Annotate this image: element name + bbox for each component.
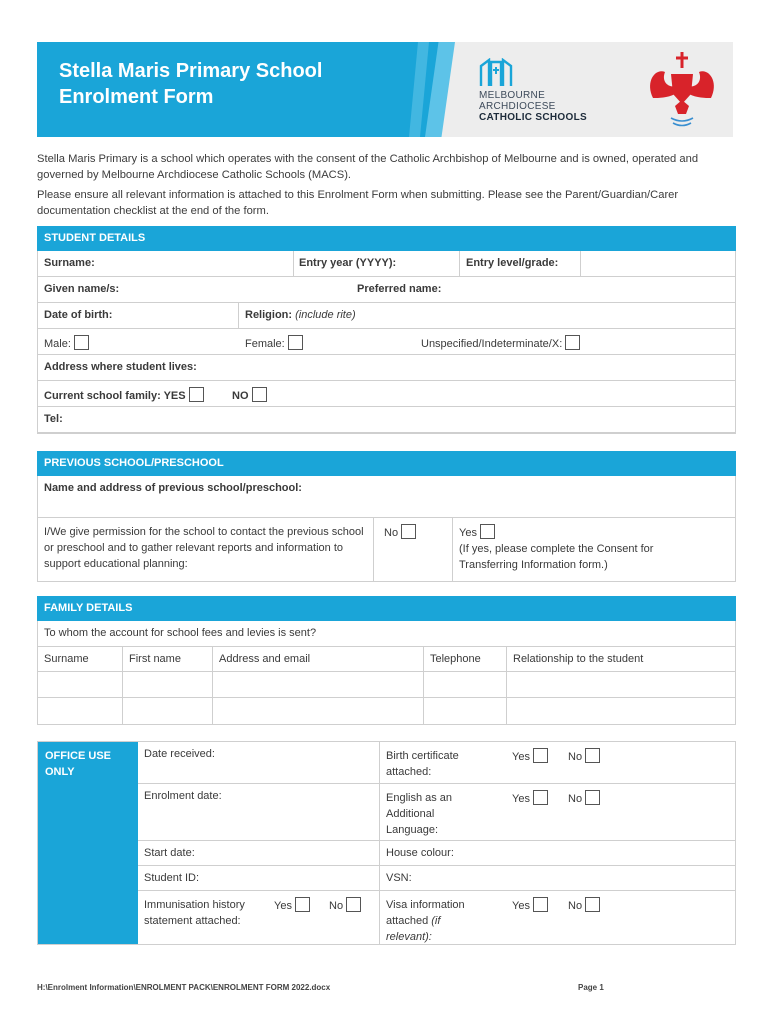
permission-no-checkbox[interactable]: [401, 524, 416, 539]
intro-paragraph-2: Please ensure all relevant information is attached to this Enrolment Form when submitting. Please see the Parent/Guardian/Carer documentation checklist at the end of the form.: [37, 189, 679, 217]
col-surname: Surname: [44, 653, 89, 665]
title-line-1: Stella Maris Primary School: [59, 60, 323, 82]
logo-line-1: MELBOURNE: [479, 90, 546, 101]
table-row: [38, 329, 735, 355]
office-use-section: [37, 741, 736, 945]
female-checkbox[interactable]: [288, 335, 303, 350]
intro-paragraph-1: Stella Maris Primary is a school which operates with the consent of the Catholic Archbishop of Melbourne and is owned, operated and governed by Melbourne Archdiocese Catholic Schools (MACS).: [37, 153, 699, 181]
permission-yes-label: Yes: [459, 527, 477, 539]
entry-level-field[interactable]: Entry level/grade:: [466, 257, 559, 269]
table-header-row: [38, 647, 735, 672]
macs-logo-icon: [479, 58, 513, 88]
unspecified-option: [415, 329, 665, 354]
no-label: No: [568, 793, 583, 805]
eal-no: [562, 784, 632, 840]
immunisation-no-checkbox[interactable]: [346, 897, 361, 912]
given-names-field[interactable]: Given name/s:: [44, 283, 120, 295]
header-banner: [37, 42, 733, 137]
table-row: [38, 355, 735, 381]
enrolment-date-field[interactable]: Enrolment date:: [144, 790, 222, 802]
table-row: [38, 518, 735, 581]
permission-no-label: No: [384, 527, 399, 539]
no-label: No: [568, 900, 583, 912]
current-family-yes-checkbox[interactable]: [189, 387, 204, 402]
col-address-email: Address and email: [219, 653, 311, 665]
immunisation-yes-checkbox[interactable]: [295, 897, 310, 912]
surname-field[interactable]: Surname:: [44, 257, 95, 269]
logo-line-2: ARCHDIOCESE: [479, 101, 556, 112]
house-colour-field[interactable]: House colour:: [386, 847, 454, 859]
current-family-yes: [38, 381, 238, 406]
permission-yes-note: (If yes, please complete the Consent for Transferring Information form.): [459, 543, 654, 571]
section-heading: PREVIOUS SCHOOL/PRESCHOOL: [37, 451, 736, 476]
female-option: [239, 329, 439, 354]
table-row: [138, 841, 735, 866]
visa-hint: (if relevant):: [386, 915, 441, 943]
visa-label: [380, 891, 490, 944]
visa-no: [562, 891, 632, 944]
religion-label: Religion:: [245, 309, 293, 321]
immunisation-label: Immunisation history statement attached:: [144, 899, 245, 927]
student-id-field[interactable]: Student ID:: [144, 872, 200, 884]
col-relationship: Relationship to the student: [513, 653, 644, 665]
current-family-no: [226, 381, 326, 406]
office-use-table: [138, 742, 735, 944]
unspecified-checkbox[interactable]: [565, 335, 580, 350]
male-option: [38, 329, 238, 354]
current-family-no-label: NO: [232, 390, 249, 402]
birth-cert-yes-checkbox[interactable]: [533, 748, 548, 763]
table-row: [138, 742, 735, 784]
religion-field[interactable]: [239, 303, 539, 328]
logo-line-3: CATHOLIC SCHOOLS: [479, 112, 587, 123]
table-row: [38, 381, 735, 407]
yes-label: Yes: [512, 900, 530, 912]
visa-no-checkbox[interactable]: [585, 897, 600, 912]
section-heading: FAMILY DETAILS: [37, 596, 736, 621]
birth-cert-no-checkbox[interactable]: [585, 748, 600, 763]
section-heading: STUDENT DETAILS: [37, 226, 736, 251]
table-row[interactable]: [38, 672, 735, 698]
table-row: [38, 621, 735, 647]
table-row: [38, 303, 735, 329]
permission-no: [378, 518, 448, 581]
male-label: Male:: [44, 338, 71, 350]
col-telephone: Telephone: [430, 653, 481, 665]
visa-label-text: Visa information attached: [386, 899, 465, 927]
table-row: [38, 407, 735, 433]
current-family-no-checkbox[interactable]: [252, 387, 267, 402]
eal-no-checkbox[interactable]: [585, 790, 600, 805]
footer-file-path: H:\Enrolment Information\ENROLMENT PACK\ENROLMENT FORM 2022.docx: [37, 983, 331, 992]
immunisation-yes: [268, 891, 328, 944]
macs-logo-text: [479, 90, 587, 123]
student-details-section: [37, 226, 736, 434]
immunisation-no: [323, 891, 379, 944]
previous-school-section: [37, 451, 736, 582]
entry-year-field[interactable]: Entry year (YYYY):: [299, 257, 397, 269]
birth-cert-label: Birth certificate attached:: [386, 750, 459, 778]
dob-field[interactable]: Date of birth:: [44, 309, 113, 321]
unspecified-label: Unspecified/Indeterminate/X:: [421, 338, 563, 350]
address-field[interactable]: Address where student lives:: [44, 361, 197, 373]
vsn-field[interactable]: VSN:: [386, 872, 412, 884]
no-label: No: [329, 900, 344, 912]
family-details-table: [37, 621, 736, 725]
birth-cert-no: [562, 742, 632, 783]
table-row: [138, 866, 735, 891]
yes-label: Yes: [274, 900, 292, 912]
page-title: [59, 58, 322, 110]
preferred-name-field[interactable]: Preferred name:: [357, 283, 442, 295]
table-row: [38, 251, 735, 277]
school-crest-icon: [641, 48, 723, 130]
male-checkbox[interactable]: [74, 335, 89, 350]
col-first-name: First name: [129, 653, 181, 665]
tel-field[interactable]: Tel:: [44, 413, 63, 425]
permission-yes-checkbox[interactable]: [480, 524, 495, 539]
previous-school-field[interactable]: Name and address of previous school/preschool:: [44, 482, 302, 494]
no-label: No: [568, 751, 583, 763]
table-row: [38, 277, 735, 303]
current-family-label: Current school family: YES: [44, 390, 186, 402]
permission-yes: [453, 518, 713, 581]
table-row: [138, 891, 735, 944]
student-details-table: [37, 251, 736, 434]
female-label: Female:: [245, 338, 285, 350]
yes-label: Yes: [512, 793, 530, 805]
account-question: To whom the account for school fees and levies is sent?: [44, 627, 317, 639]
table-row[interactable]: [38, 698, 735, 724]
permission-text: I/We give permission for the school to contact the previous school or preschool and to gather relevant reports and information to support educational planning:: [44, 526, 364, 570]
start-date-field[interactable]: Start date:: [144, 847, 195, 859]
previous-school-table: [37, 476, 736, 582]
date-received-field[interactable]: Date received:: [144, 748, 215, 760]
table-row: [138, 784, 735, 841]
religion-hint: (include rite): [295, 309, 356, 321]
title-line-2: Enrolment Form: [59, 86, 214, 108]
yes-label: Yes: [512, 751, 530, 763]
visa-yes-checkbox[interactable]: [533, 897, 548, 912]
table-row: [38, 476, 735, 518]
family-details-section: [37, 596, 736, 725]
footer-page-number: Page 1: [578, 983, 604, 992]
eal-yes-checkbox[interactable]: [533, 790, 548, 805]
office-use-heading: OFFICE USE ONLY: [38, 742, 138, 944]
eal-label: English as an Additional Language:: [386, 792, 453, 836]
